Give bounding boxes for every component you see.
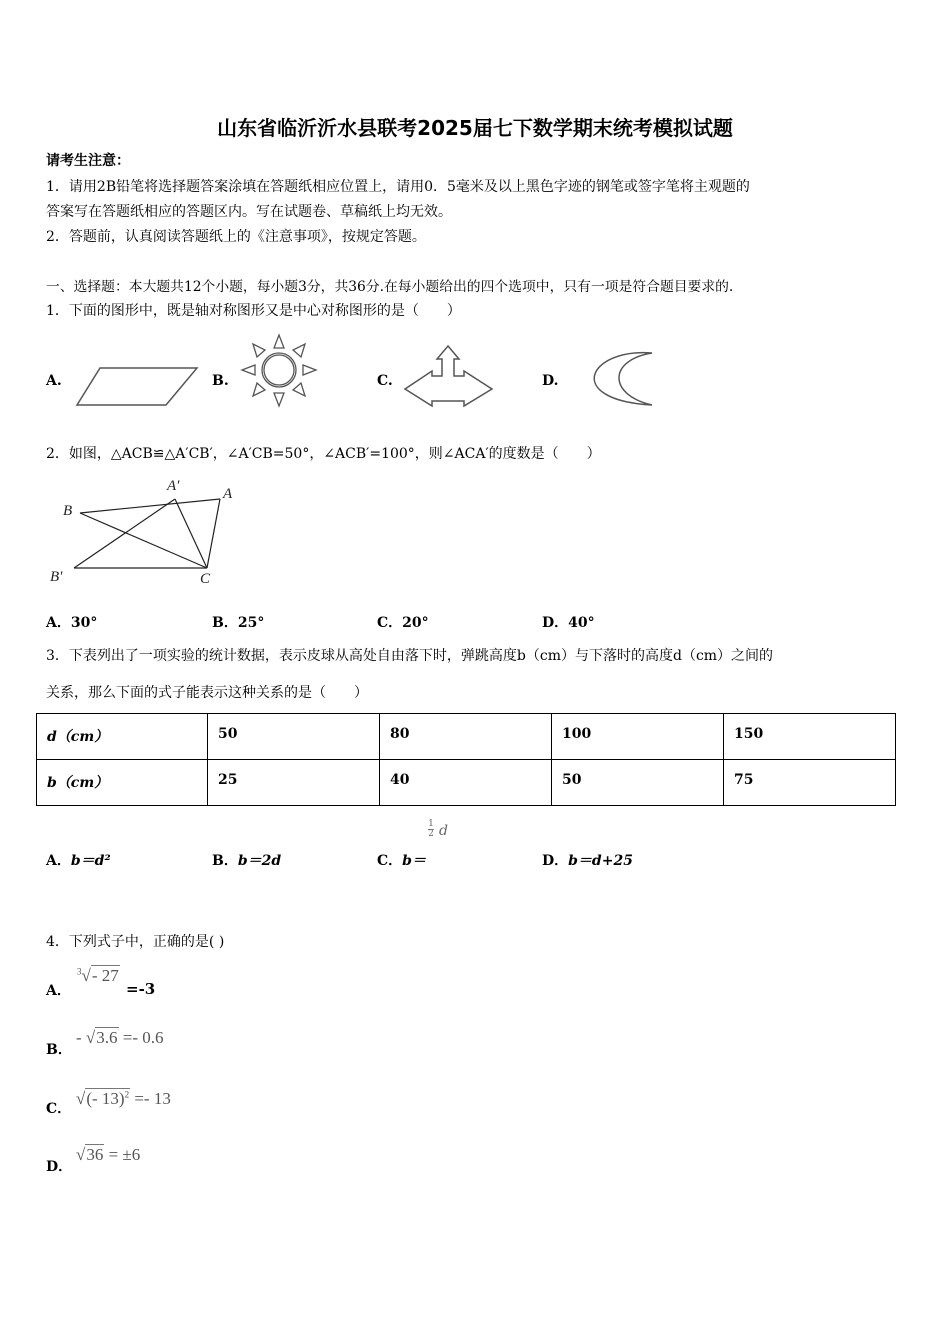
page-title: 山东省临沂沂水县联考2025届七下数学期末统考模拟试题	[217, 116, 733, 140]
q3-option-c-label: C．	[377, 853, 403, 869]
table-cell: 150	[724, 714, 896, 760]
radicand: 3.6	[96, 1028, 118, 1047]
fraction-variable: d	[439, 823, 448, 839]
table-cell: 50	[208, 714, 380, 760]
q3-option-a-label: A．	[46, 853, 71, 869]
q4-option-c-result: =- 13	[130, 1089, 171, 1108]
table-cell: b（cm）	[37, 760, 208, 806]
q3-option-d-expr: b＝d+25	[568, 853, 633, 869]
vertex-label-b-prime: B′	[50, 569, 63, 585]
q3-option-d-label: D．	[542, 853, 569, 869]
q4-option-a-result: =-3	[126, 980, 156, 998]
q4-option-d-result: = ±6	[104, 1145, 141, 1164]
option-d-label: D.	[542, 373, 559, 389]
parallelogram-icon	[70, 365, 200, 410]
question-4-stem: 4．下列式子中，正确的是( )	[46, 934, 225, 950]
q2-option-a: A．30°	[46, 615, 98, 631]
q4-option-d-label: D．	[46, 1159, 73, 1175]
q3-option-a-expr: b＝d²	[70, 853, 111, 869]
q4-option-c-label: C．	[46, 1101, 72, 1117]
table-cell: 50	[552, 760, 724, 806]
option-a-label: A.	[46, 373, 62, 389]
q3-option-c-expr: b＝	[402, 853, 426, 869]
table-row	[37, 714, 896, 760]
triangle-figure	[40, 470, 260, 590]
notice-line: 1．请用2B铅笔将选择题答案涂填在答题纸相应位置上，请用0．5毫米及以上黑色字迹的钢笔或签字笔将主观题的	[46, 179, 750, 195]
question-1-stem: 1．下面的图形中，既是轴对称图形又是中心对称图形的是（ ）	[46, 303, 461, 319]
table-cell: 75	[724, 760, 896, 806]
q2-option-d: D．40°	[542, 615, 595, 631]
option-b-label: B.	[212, 373, 229, 389]
fraction-one-half	[428, 820, 434, 839]
vertex-label-a: A	[223, 486, 233, 502]
crescent-moon-icon	[568, 350, 656, 408]
sun-icon	[238, 332, 320, 410]
table-cell: 40	[380, 760, 552, 806]
question-2-stem: 2．如图，△ACB≌△A′CB′，∠A′CB=50°，∠ACB′=100°，则∠ACA′的度数是（ ）	[46, 446, 601, 462]
q4-option-b-result: =- 0.6	[118, 1028, 164, 1047]
q2-option-c: C．20°	[377, 615, 429, 631]
option-c-label: C.	[377, 373, 393, 389]
q2-option-b: B．25°	[212, 615, 265, 631]
three-way-arrow-icon	[402, 343, 494, 408]
q4-option-b-label: B．	[46, 1042, 72, 1058]
negative-sign: -	[76, 1028, 86, 1047]
fraction-denominator: 2	[428, 829, 434, 839]
notice-heading: 请考生注意：	[46, 153, 130, 169]
q3-option-b-label: B．	[212, 853, 238, 869]
vertex-label-b: B	[63, 503, 73, 519]
notice-line: 答案写在答题纸相应的答题区内。写在试题卷、草稿纸上均无效。	[46, 204, 452, 220]
table-cell: 80	[380, 714, 552, 760]
table-cell: 25	[208, 760, 380, 806]
vertex-label-a-prime: A′	[167, 478, 180, 494]
data-table	[36, 713, 896, 806]
fraction-numerator: 1	[428, 819, 434, 829]
section-heading: 一、选择题：本大题共12个小题，每小题3分，共36分.在每小题给出的四个选项中，只有一项是符合题目要求的.	[46, 279, 734, 295]
table-cell: 100	[552, 714, 724, 760]
radicand: (- 13)	[86, 1089, 125, 1108]
q4-option-a-label: A．	[46, 983, 71, 999]
notice-line: 2．答题前，认真阅读答题纸上的《注意事项》，按规定答题。	[46, 229, 426, 245]
exponent: 2	[124, 1089, 130, 1100]
table-cell: d（cm）	[37, 714, 208, 760]
radicand: - 27	[91, 966, 119, 985]
vertex-label-c: C	[200, 571, 211, 587]
question-3-stem: 3．下表列出了一项实验的统计数据，表示皮球从高处自由落下时，弹跳高度b（cm）与下落时的高度d（cm）之间的	[46, 648, 774, 664]
question-3-stem-cont: 关系，那么下面的式子能表示这种关系的是（ ）	[46, 685, 368, 701]
root-index: 3	[77, 966, 82, 977]
radicand: 36	[86, 1145, 104, 1164]
table-row	[37, 760, 896, 806]
q3-option-b-expr: b＝2d	[237, 853, 282, 869]
